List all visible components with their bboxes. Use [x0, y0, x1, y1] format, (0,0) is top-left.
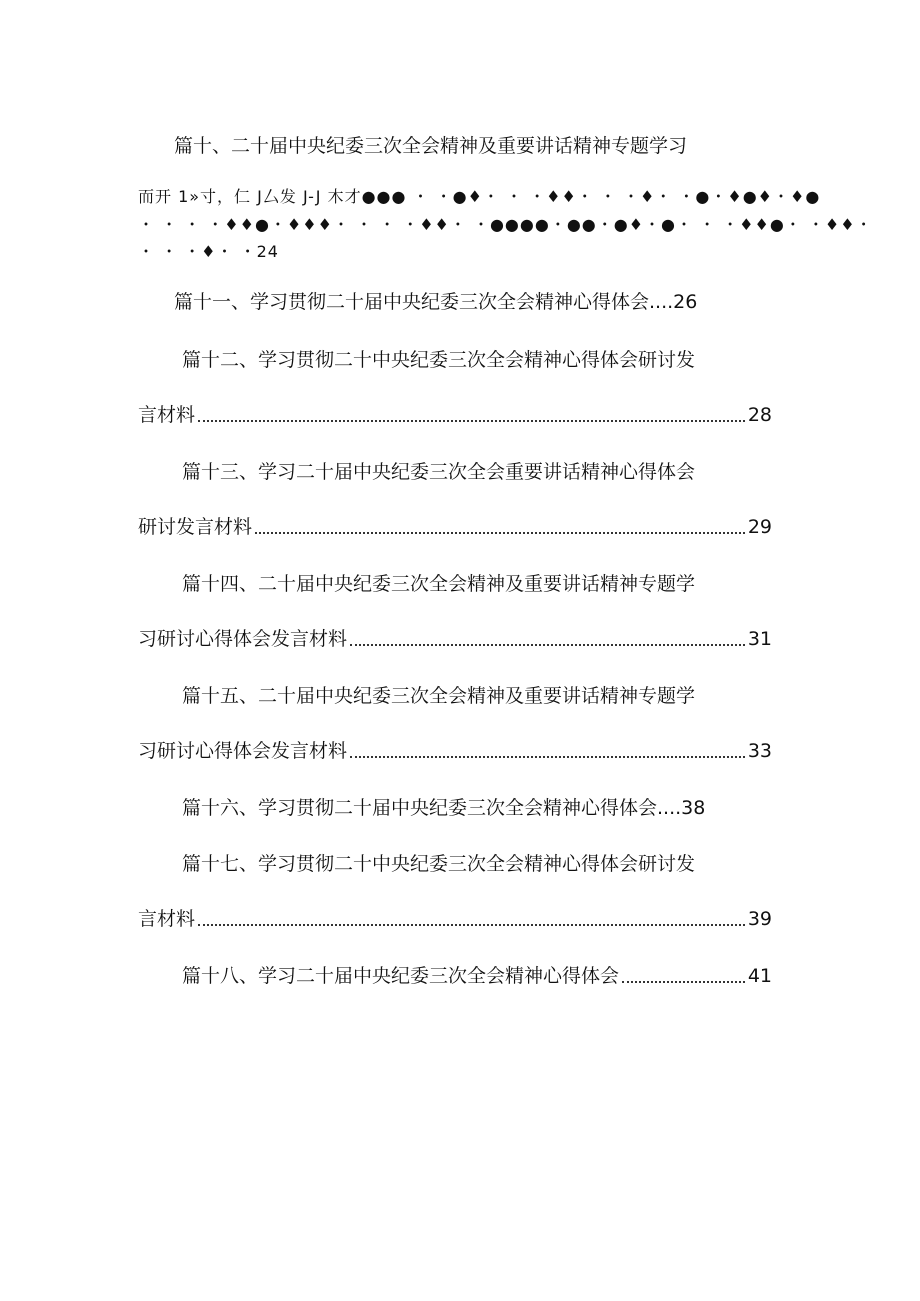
toc-entry-13-continuation[interactable] [138, 515, 772, 539]
toc-entry-12-continuation[interactable] [138, 403, 772, 427]
toc-entry-11[interactable]: 篇十一、学习贯彻二十届中央纪委三次全会精神心得体会....26 [174, 291, 698, 313]
toc-entry-13-title-tail: 研讨发言材料 [138, 516, 253, 538]
toc-entry-15-title-tail: 习研讨心得体会发言材料 [138, 740, 348, 762]
dot-leader [350, 756, 745, 758]
dot-leader [255, 532, 745, 534]
toc-entry-13-title[interactable]: 篇十三、学习二十届中央纪委三次全会重要讲话精神心得体会 [182, 461, 696, 483]
toc-entry-18[interactable] [182, 964, 772, 988]
toc-entry-10-garbled-line: 而开 1»寸，仁 J厶发 J-J 木才●●● ・ ・●♦・ ・ ・♦♦・ ・ ・♦・ ・●・♦●♦・♦● [138, 187, 821, 206]
toc-entry-16[interactable]: 篇十六、学习贯彻二十届中央纪委三次全会精神心得体会....38 [182, 797, 706, 819]
toc-entry-17-title-tail: 言材料 [138, 908, 196, 930]
toc-entry-12-title[interactable]: 篇十二、学习贯彻二十中央纪委三次全会精神心得体会研讨发 [182, 349, 696, 371]
toc-entry-17-continuation[interactable] [138, 907, 772, 931]
toc-entry-15-continuation[interactable] [138, 739, 772, 763]
toc-entry-15-page: 33 [747, 740, 772, 762]
dot-leader [350, 644, 745, 646]
dot-leader [198, 924, 745, 926]
toc-entry-15-title[interactable]: 篇十五、二十届中央纪委三次全会精神及重要讲话精神专题学 [182, 685, 696, 707]
dot-leader [622, 981, 745, 983]
toc-entry-10-title: 篇十、二十届中央纪委三次全会精神及重要讲话精神专题学习 [174, 135, 688, 157]
toc-entry-14-title[interactable]: 篇十四、二十届中央纪委三次全会精神及重要讲话精神专题学 [182, 573, 696, 595]
toc-entry-18-page: 41 [747, 965, 772, 987]
toc-entry-17-page: 39 [747, 908, 772, 930]
toc-entry-10-garbled-line: ・ ・ ・ ・♦♦●・♦♦♦・ ・ ・ ・♦♦・ ・●●●●・●●・●♦・●・ ・ ・♦♦●・ ・♦♦・ [138, 215, 873, 234]
toc-entry-18-title: 篇十八、学习二十届中央纪委三次全会精神心得体会 [182, 965, 620, 987]
dot-leader [198, 420, 745, 422]
toc-entry-17-title[interactable]: 篇十七、学习贯彻二十中央纪委三次全会精神心得体会研讨发 [182, 853, 696, 875]
toc-entry-12-page: 28 [747, 404, 772, 426]
toc-entry-14-title-tail: 习研讨心得体会发言材料 [138, 628, 348, 650]
toc-entry-14-page: 31 [747, 628, 772, 650]
toc-entry-10-page-line: ・ ・ ・♦・ ・24 [138, 242, 279, 261]
toc-entry-14-continuation[interactable] [138, 627, 772, 651]
toc-entry-12-title-tail: 言材料 [138, 404, 196, 426]
toc-entry-13-page: 29 [747, 516, 772, 538]
